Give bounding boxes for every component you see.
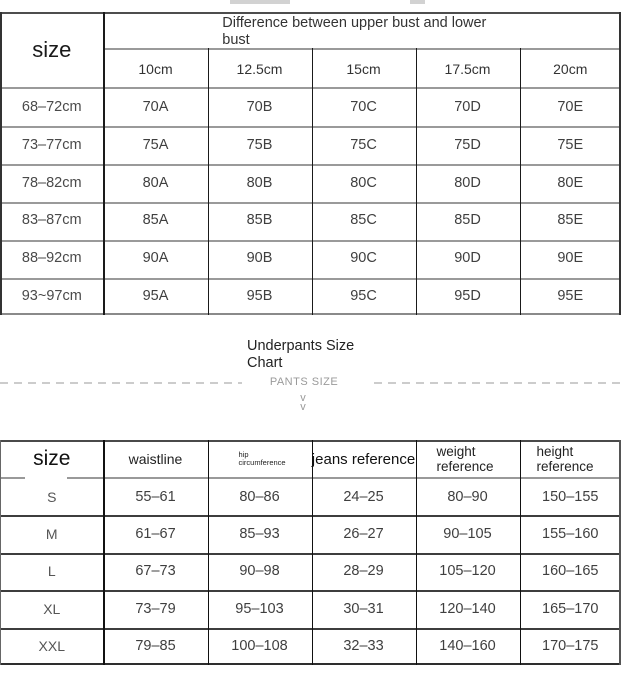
pants-size-value: 28–29 <box>343 563 384 580</box>
bra-size-value: 75D <box>454 136 481 153</box>
bra-size-value: 95B <box>246 288 273 305</box>
bra-size-value: 70E <box>557 98 584 115</box>
pants-column-header-text: hip circumference <box>238 450 286 467</box>
bra-size-value: 95A <box>142 288 169 305</box>
cropped-text-artifact <box>230 0 290 4</box>
pants-size-grid <box>0 440 621 665</box>
bra-size-value: 80D <box>454 174 481 191</box>
bra-row-label: 83–87cm <box>21 212 82 229</box>
bra-column-header: 10cm <box>138 60 173 77</box>
pants-size-value: 140–160 <box>439 638 496 655</box>
bra-size-value: 70D <box>454 98 481 115</box>
pants-row-label: S <box>47 488 57 505</box>
pants-size-value: 67–73 <box>135 563 176 580</box>
chevron-glyph: v <box>300 401 306 413</box>
dashed-divider-left <box>0 382 242 384</box>
pants-row-label: M <box>45 526 58 543</box>
bra-size-value: 95D <box>454 288 481 305</box>
bra-column-header: 20cm <box>553 60 588 77</box>
bra-size-value: 75C <box>350 136 377 153</box>
pants-size-value: 55–61 <box>135 488 176 505</box>
pants-row-label: XXL <box>38 638 65 655</box>
pants-size-value: 165–170 <box>542 600 599 617</box>
bra-column-header: 15cm <box>346 60 381 77</box>
bra-size-value: 70C <box>350 98 377 115</box>
pants-column-header-text: height reference <box>536 444 594 474</box>
bra-size-value: 85A <box>142 212 169 229</box>
pants-size-label: PANTS SIZE <box>269 376 339 388</box>
bra-size-value: 95E <box>557 288 584 305</box>
bra-size-value: 95C <box>350 288 377 305</box>
bra-size-value: 85C <box>350 212 377 229</box>
bra-size-value: 90B <box>246 250 273 267</box>
pants-row-label: XL <box>43 600 61 617</box>
bra-size-value: 85E <box>557 212 584 229</box>
bra-size-value: 85D <box>454 212 481 229</box>
pants-size-value: 105–120 <box>439 563 496 580</box>
pants-size-value: 79–85 <box>135 638 176 655</box>
pants-column-header: size <box>33 447 71 470</box>
pants-column-header <box>208 440 312 478</box>
bra-size-value: 90E <box>557 250 584 267</box>
bra-size-table <box>0 12 621 315</box>
chevron-down-icon <box>295 394 311 412</box>
pants-size-value: 90–105 <box>443 526 492 543</box>
bra-row-label: 88–92cm <box>21 250 82 267</box>
pants-column-header: waistline <box>128 451 183 467</box>
bra-size-value: 90C <box>350 250 377 267</box>
bust-difference-header <box>104 12 621 49</box>
pants-size-value: 90–98 <box>239 563 280 580</box>
bra-size-value: 70B <box>246 98 273 115</box>
pants-size-value: 155–160 <box>542 526 599 543</box>
pants-size-value: 26–27 <box>343 526 384 543</box>
bra-size-value: 75B <box>246 136 273 153</box>
pants-size-value: 170–175 <box>542 638 599 655</box>
pants-size-value: 24–25 <box>343 488 384 505</box>
dashed-divider-right <box>374 382 621 384</box>
pants-size-value: 100–108 <box>231 638 288 655</box>
bust-difference-header-text: Difference between upper bust and lower bust <box>222 15 487 48</box>
bra-size-value: 90D <box>454 250 481 267</box>
pants-column-header-text: weight reference <box>436 444 494 474</box>
pants-size-value: 32–33 <box>343 638 384 655</box>
bra-column-header: 12.5cm <box>236 60 283 77</box>
pants-size-value: 95–103 <box>235 600 284 617</box>
bra-size-value: 70A <box>142 98 169 115</box>
chevron-glyph: v <box>300 392 306 404</box>
pants-size-value: 61–67 <box>135 526 176 543</box>
pants-column-header: jeans reference <box>311 450 416 468</box>
size-corner-label: size <box>32 37 72 62</box>
pants-size-table <box>0 440 621 665</box>
underpants-chart-title: Underpants Size Chart <box>247 338 355 371</box>
pants-size-value: 80–86 <box>239 488 280 505</box>
bra-size-value: 75E <box>557 136 584 153</box>
pants-column-header <box>416 440 520 478</box>
pants-size-value: 80–90 <box>447 488 488 505</box>
pants-size-value: 30–31 <box>343 600 384 617</box>
pants-size-value: 120–140 <box>439 600 496 617</box>
pants-size-value: 150–155 <box>542 488 599 505</box>
bra-column-header: 17.5cm <box>444 60 491 77</box>
pants-row-label: L <box>47 563 56 580</box>
bra-size-value: 80C <box>350 174 377 191</box>
bra-size-grid <box>0 12 621 315</box>
bra-size-value: 90A <box>142 250 169 267</box>
pants-size-value: 85–93 <box>239 526 280 543</box>
pants-size-value: 73–79 <box>135 600 176 617</box>
bra-size-value: 75A <box>142 136 169 153</box>
bra-row-label: 78–82cm <box>21 174 82 191</box>
cropped-text-artifact <box>410 0 425 4</box>
bra-row-label: 93~97cm <box>21 288 82 305</box>
bra-size-value: 80A <box>142 174 169 191</box>
bra-row-label: 68–72cm <box>21 98 82 115</box>
bra-size-value: 80E <box>557 174 584 191</box>
bra-row-label: 73–77cm <box>21 136 82 153</box>
bra-size-value: 80B <box>246 174 273 191</box>
pants-column-header <box>520 440 621 478</box>
pants-size-value: 160–165 <box>542 563 599 580</box>
bra-size-value: 85B <box>246 212 273 229</box>
